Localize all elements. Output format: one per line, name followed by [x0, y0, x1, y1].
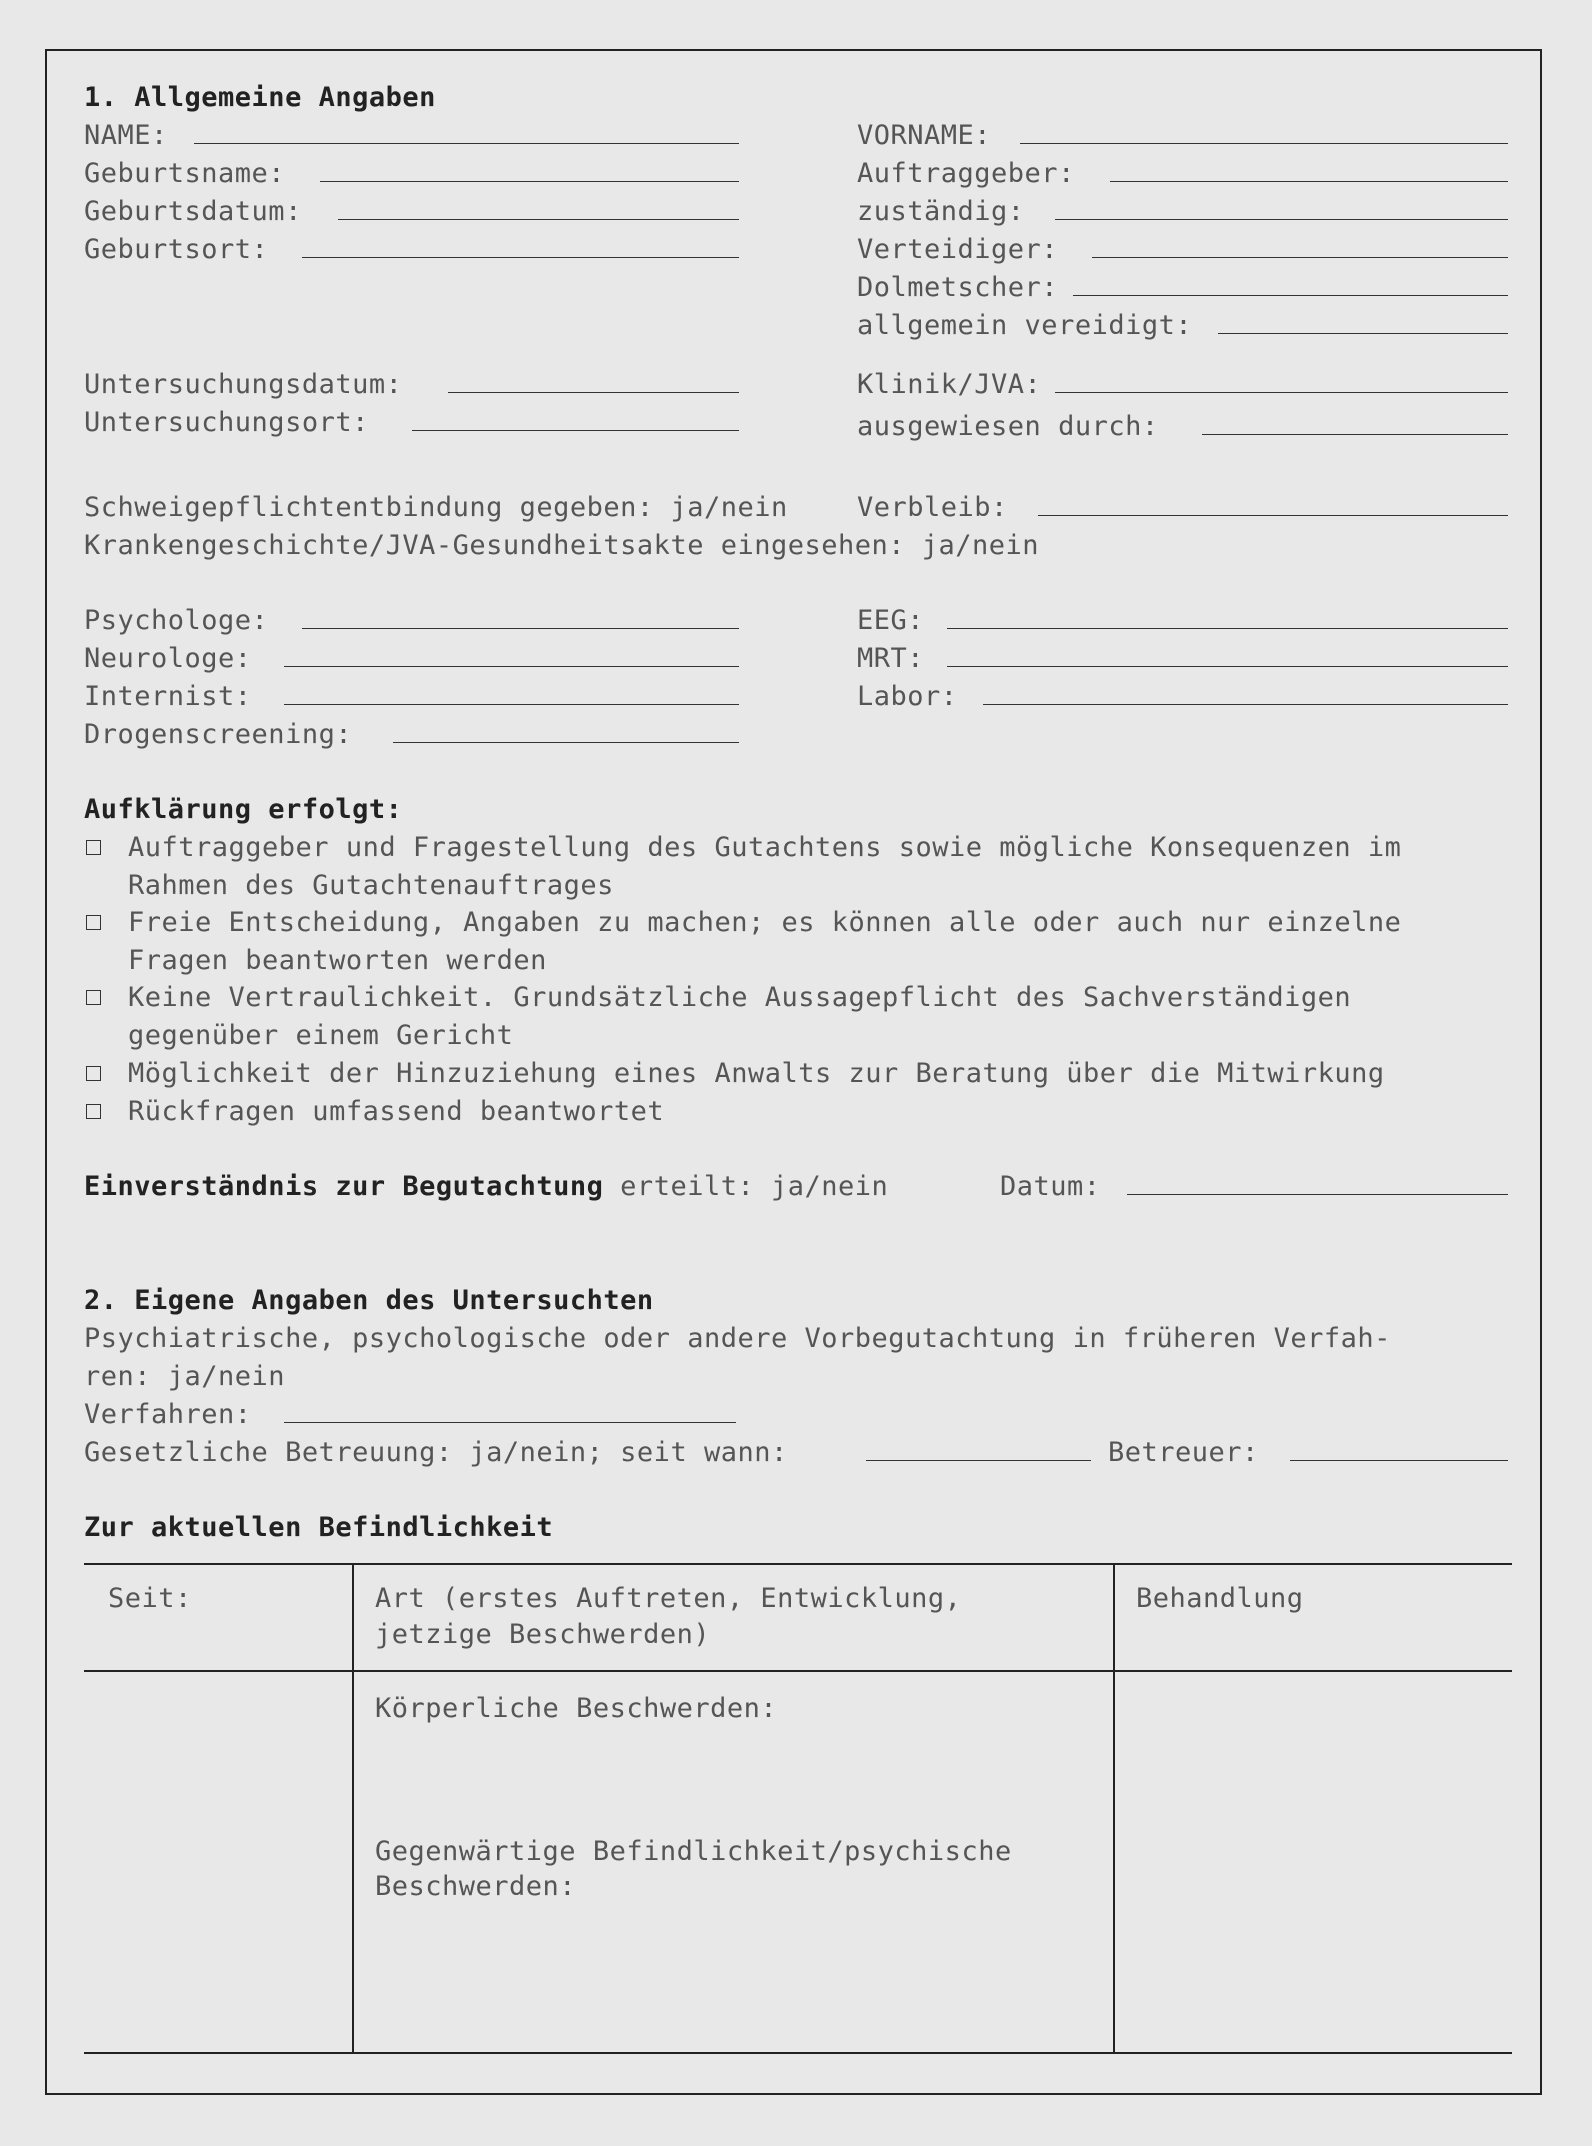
- einverstaendnis-value: erteilt: ja/nein: [603, 1171, 889, 1202]
- aufklaerung-heading: Aufklärung erfolgt:: [84, 794, 403, 825]
- geburtsdatum-field[interactable]: [338, 219, 739, 220]
- geburtsort-label: Geburtsort:: [84, 234, 269, 265]
- psychologe-field[interactable]: [302, 628, 739, 629]
- labor-field[interactable]: [983, 704, 1508, 705]
- klinik-label: Klinik/JVA:: [857, 369, 1042, 400]
- drogenscreening-field[interactable]: [393, 742, 739, 743]
- section2-heading: 2. Eigene Angaben des Untersuchten: [84, 1285, 654, 1316]
- aufklaerung-item-2-line-1: Freie Entscheidung, Angaben zu machen; es können alle oder auch nur einzelne: [128, 907, 1402, 938]
- datum-field[interactable]: [1127, 1194, 1508, 1195]
- verbleib-field[interactable]: [1038, 515, 1508, 516]
- mrt-field[interactable]: [947, 666, 1508, 667]
- aufklaerung-item-3-line-2: gegenüber einem Gericht: [128, 1020, 514, 1051]
- aufklaerung-item-5-line-1: Rückfragen umfassend beantwortet: [128, 1096, 665, 1127]
- checkbox-vertraulichkeit[interactable]: [86, 990, 101, 1005]
- table-header-art-line-1: Art (erstes Auftreten, Entwicklung,: [375, 1583, 962, 1614]
- psychologe-label: Psychologe:: [84, 605, 269, 636]
- psychische-beschwerden-line-2: Beschwerden:: [375, 1871, 577, 1902]
- ausgewiesen-field[interactable]: [1202, 434, 1508, 435]
- vereidigt-field[interactable]: [1218, 333, 1508, 334]
- zustaendig-field[interactable]: [1055, 219, 1508, 220]
- eeg-field[interactable]: [947, 628, 1508, 629]
- checkbox-rueckfragen[interactable]: [86, 1104, 101, 1119]
- checkbox-freie-entscheidung[interactable]: [86, 915, 101, 930]
- koerperliche-beschwerden-label: Körperliche Beschwerden:: [375, 1693, 778, 1724]
- aufklaerung-item-2-line-2: Fragen beantworten werden: [128, 945, 547, 976]
- untersuchungsort-field[interactable]: [412, 430, 739, 431]
- klinik-field[interactable]: [1055, 392, 1508, 393]
- eeg-label: EEG:: [857, 605, 925, 636]
- section1-heading: 1. Allgemeine Angaben: [84, 82, 436, 113]
- table-bottom-rule: [84, 2052, 1512, 2054]
- auftraggeber-field[interactable]: [1110, 181, 1508, 182]
- vorname-label: VORNAME:: [857, 120, 992, 151]
- dolmetscher-label: Dolmetscher:: [857, 272, 1059, 303]
- verbleib-label: Verbleib:: [857, 492, 1008, 523]
- verfahren-field[interactable]: [284, 1422, 736, 1423]
- psychische-beschwerden-line-1: Gegenwärtige Befindlichkeit/psychische: [375, 1836, 1012, 1867]
- geburtsname-field[interactable]: [320, 181, 739, 182]
- betreuung-text: Gesetzliche Betreuung: ja/nein; seit wann:: [84, 1437, 788, 1468]
- zustaendig-label: zuständig:: [857, 196, 1025, 227]
- untersuchungsdatum-label: Untersuchungsdatum:: [84, 369, 403, 400]
- vorbegutachtung-line-2: ren: ja/nein: [84, 1361, 286, 1392]
- name-field[interactable]: [194, 143, 739, 144]
- mrt-label: MRT:: [857, 643, 925, 674]
- name-label: NAME:: [84, 120, 168, 151]
- vorname-field[interactable]: [1020, 143, 1508, 144]
- krankengeschichte-text: Krankengeschichte/JVA-Gesundheitsakte eingesehen: ja/nein: [84, 530, 1040, 561]
- auftraggeber-label: Auftraggeber:: [857, 158, 1075, 189]
- datum-label: Datum:: [1000, 1171, 1101, 1202]
- untersuchungsort-label: Untersuchungsort:: [84, 407, 369, 438]
- labor-label: Labor:: [857, 681, 958, 712]
- table-header-art-line-2: jetzige Beschwerden): [375, 1619, 711, 1650]
- vereidigt-label: allgemein vereidigt:: [857, 310, 1193, 341]
- einverstaendnis-label: Einverständnis zur Begutachtung: [84, 1171, 604, 1202]
- table-header-seit: Seit:: [108, 1583, 192, 1614]
- untersuchungsdatum-field[interactable]: [448, 392, 739, 393]
- aufklaerung-item-3-line-1: Keine Vertraulichkeit. Grundsätzliche Aussagepflicht des Sachverständigen: [128, 982, 1352, 1013]
- geburtsort-field[interactable]: [302, 257, 739, 258]
- drogenscreening-label: Drogenscreening:: [84, 719, 353, 750]
- verfahren-label: Verfahren:: [84, 1399, 252, 1430]
- aufklaerung-item-1-line-1: Auftraggeber und Fragestellung des Gutachtens sowie mögliche Konsequenzen im: [128, 832, 1402, 863]
- checkbox-anwalt[interactable]: [86, 1066, 101, 1081]
- vorbegutachtung-line-1: Psychiatrische, psychologische oder andere Vorbegutachtung in früheren Verfah-: [84, 1323, 1391, 1354]
- table-column-divider: [1113, 1563, 1115, 2054]
- einverstaendnis-text: [84, 1170, 888, 1204]
- checkbox-auftraggeber[interactable]: [86, 840, 101, 855]
- befindlichkeit-heading: Zur aktuellen Befindlichkeit: [84, 1512, 554, 1543]
- table-top-rule: [84, 1563, 1512, 1565]
- aufklaerung-item-1-line-2: Rahmen des Gutachtenauftrages: [128, 870, 614, 901]
- betreuer-field[interactable]: [1290, 1460, 1508, 1461]
- dolmetscher-field[interactable]: [1073, 295, 1508, 296]
- table-column-divider: [352, 1563, 354, 2054]
- verteidiger-field[interactable]: [1092, 257, 1508, 258]
- table-header-rule: [84, 1670, 1512, 1672]
- table-header-behandlung: Behandlung: [1136, 1583, 1304, 1614]
- geburtsdatum-label: Geburtsdatum:: [84, 196, 302, 227]
- geburtsname-label: Geburtsname:: [84, 158, 286, 189]
- aufklaerung-item-4-line-1: Möglichkeit der Hinzuziehung eines Anwalts zur Beratung über die Mitwirkung: [128, 1058, 1385, 1089]
- internist-label: Internist:: [84, 681, 252, 712]
- ausgewiesen-label: ausgewiesen durch:: [857, 411, 1159, 442]
- verteidiger-label: Verteidiger:: [857, 234, 1059, 265]
- betreuung-seit-field[interactable]: [866, 1460, 1091, 1461]
- neurologe-field[interactable]: [284, 666, 739, 667]
- internist-field[interactable]: [284, 704, 739, 705]
- betreuer-label: Betreuer:: [1108, 1437, 1259, 1468]
- schweigepflicht-text: Schweigepflichtentbindung gegeben: ja/nein: [84, 492, 788, 523]
- neurologe-label: Neurologe:: [84, 643, 252, 674]
